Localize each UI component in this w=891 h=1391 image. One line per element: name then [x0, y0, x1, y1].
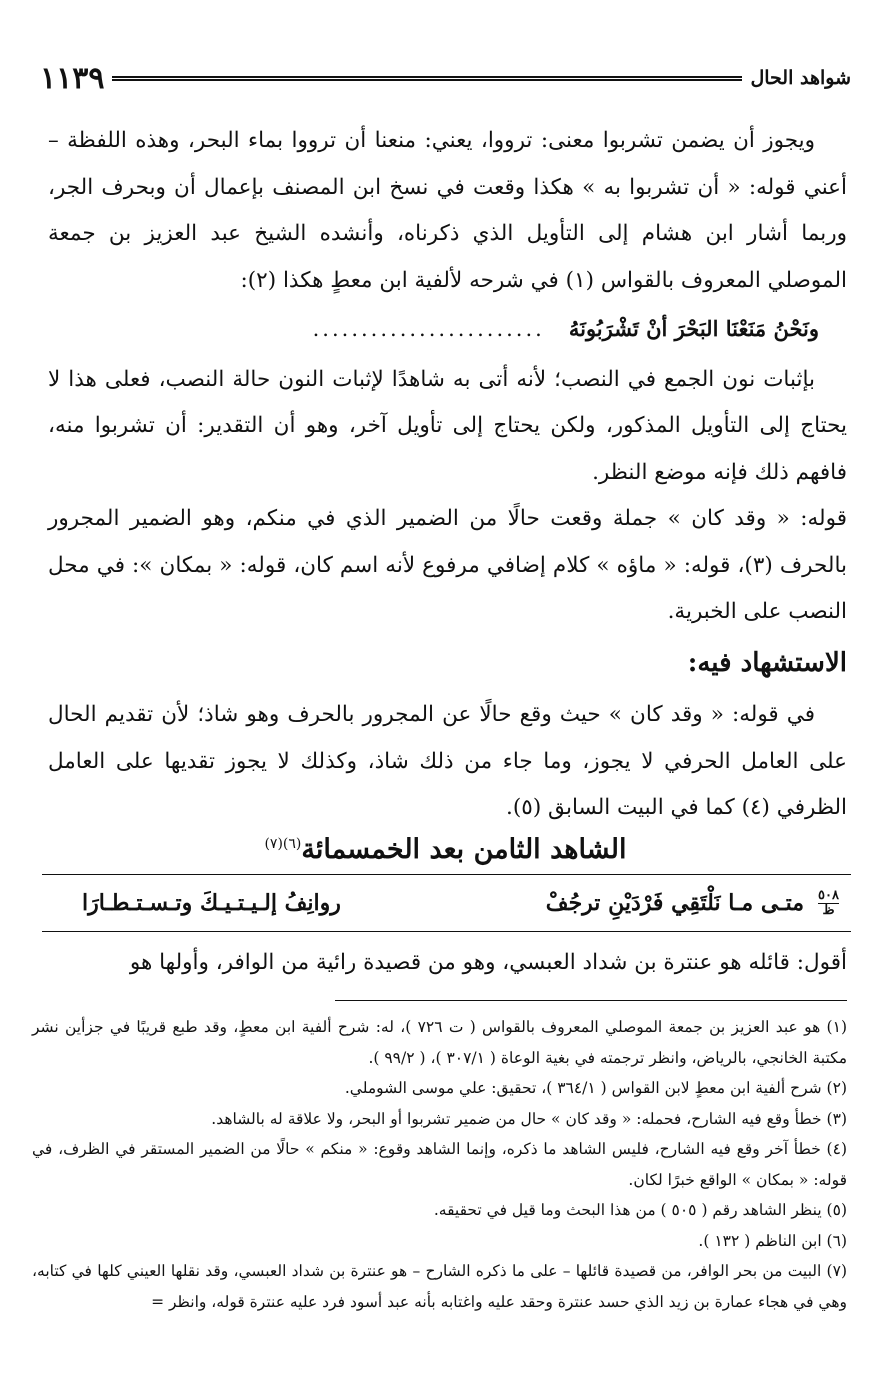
paragraph-3: قوله: « وقد كان » جملة وقعت حالًا من الضمير الذي في منكم، وهو الضمير المجرور بالحرف (٣)، قوله: « ماؤه » كلام إضافي مرفوع لأنه اسم كان، قوله: « بمكان »: في محل النصب على الخبرية. [48, 506, 847, 624]
main-text [48, 118, 847, 832]
footnote-6: (٦) ابن الناظم ( ١٣٢ ). [698, 1231, 847, 1250]
footnote-5: (٥) ينظر الشاهد رقم ( ٥٠٥ ) من هذا البحث وما قيل في تحقيقه. [433, 1201, 847, 1219]
shahid-verse [42, 874, 851, 932]
shahid-title [40, 822, 851, 866]
shahid-title-text: الشاهد الثامن بعد الخمسمائة [301, 834, 627, 865]
quoted-verse-text: ونَحْنُ مَنَعْنَا البَحْرَ أنْ تَشْرَبُونَهُ [568, 316, 819, 341]
shahid-title-ref: (٦)(٧) [264, 836, 302, 852]
footnote-2: (٢) شرح ألفية ابن معطٍ لابن القواس ( ٣٦٤/١ )، تحقيق: علي موسى الشوملي. [344, 1079, 847, 1097]
verse-meter-mark: ظ [822, 902, 835, 918]
verse-number [818, 889, 839, 918]
footnote-rule [335, 1000, 847, 1001]
page-header [40, 58, 851, 98]
footnotes [32, 1012, 847, 1317]
quoted-verse-dots: ........................ [312, 317, 545, 341]
header-rule [112, 76, 742, 81]
verse-hemistich-2: روانِفُ إلـيـتـيـكَ وتـسـتـطـارَا [82, 890, 341, 916]
verse-number-value: ٥٠٨ [818, 887, 839, 903]
page-number: ١١٣٩ [40, 60, 105, 96]
paragraph-2: بإثبات نون الجمع في النصب؛ لأنه أتى به شاهدًا لإثبات النون حالة النصب، فعلى هذا لا يحتاج إلى التأويل المذكور، ولكن يحتاج إلى تأويل آخر، وهو أن التقدير: أن تشربوا منه، فافهم ذلك فإنه موضع النظر. [48, 366, 847, 485]
footnote-1: (١) هو عبد العزيز بن جمعة الموصلي المعروف بالقواس ( ت ٧٢٦ )، له: شرح ألفية ابن معطٍ، وقد طبع قريبًا في جزأين نشر مكتبة الخانجي، بالرياض، وانظر ترجمته في بغية الوعاة ( ٣٠٧/١ )، ( ٩٩/٢ ). [32, 1018, 847, 1067]
footnote-3: (٣) خطأ وقع فيه الشارح، فحمله: « وقد كان » حال من ضمير تشربوا أو البحر، ولا علاقة له بالشاهد. [211, 1109, 847, 1128]
paragraph-1: ويجوز أن يضمن تشربوا معنى: ترووا، يعني: منعنا أن ترووا بماء البحر، وهذه اللفظة – أعني قوله: « أن تشربوا به » هكذا وقعت في نسخ ابن المصنف بإعمال أن وبحرف الجر، وربما أشار ابن هشام إلى التأويل الذي ذكرناه، وأنشده الشيخ عبد العزيز بن جمعة الموصلي المعروف بالقواس (١) في شرحه لألفية ابن معطٍ هكذا (٢): [48, 128, 847, 293]
verse-hemistich-1: متـى مـا نَلْتَقِي فَرْدَيْنِ ترجُفْ [545, 890, 805, 916]
running-title: شواهد الحال [750, 67, 851, 89]
section-heading: الاستشهاد فيه: [687, 647, 847, 678]
paragraph-4: في قوله: « وقد كان » حيث وقع حالًا عن المجرور بالحرف وهو شاذ؛ لأن تقديم الحال على العامل الحرفي لا يجوز، وما جاء من ذلك شاذ، وكذلك لا يجوز تقديها على العامل الظرفي (٤) كما في البيت السابق (٥). [48, 702, 847, 820]
commentary-intro: أقول: قائله هو عنترة بن شداد العبسي، وهو من قصيدة رائية من الوافر، وأولها هو [129, 950, 847, 975]
footnote-4: (٤) خطأ آخر وقع فيه الشارح، فليس الشاهد ما ذكره، وإنما الشاهد وقوع: « منكم » حالًا من الضمير المستقر في الظرف، في قوله: « بمكان » الواقع خبرًا لكان. [32, 1140, 847, 1189]
quoted-verse [48, 306, 847, 353]
footnote-7: (٧) البيت من بحر الوافر، من قصيدة قائلها – على ما ذكره الشارح – هو عنترة بن شداد العبسي، وقد نقلها العيني كلها في كتابه، وهي في هجاء عمارة بن زيد الذي حسد عنترة وحقد عليه واغتابه بأنه عبد أسود فرد عليه عنترة قوله، وانظر = [32, 1262, 847, 1311]
